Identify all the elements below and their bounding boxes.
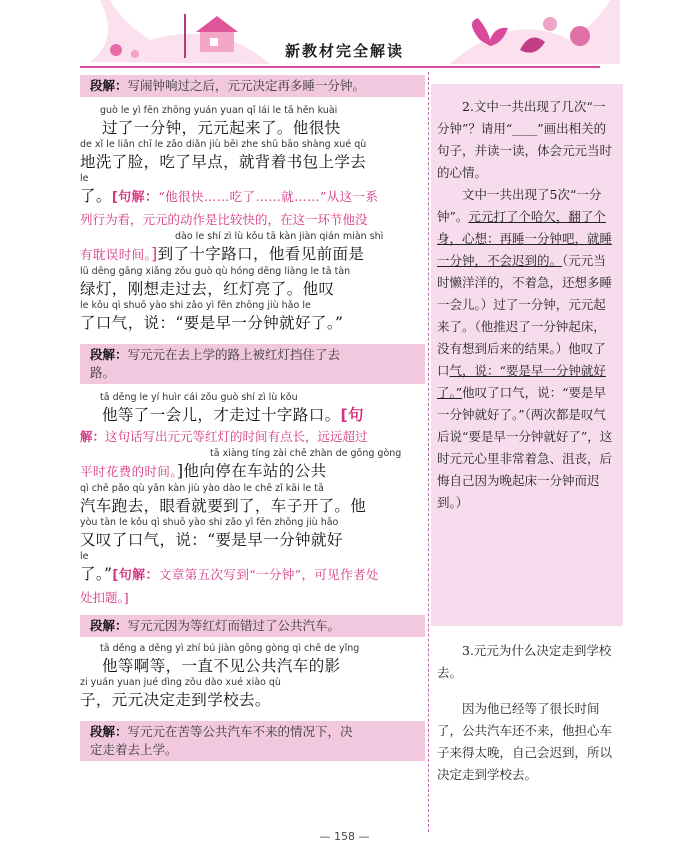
answer-fragment: （元元当时懒洋洋的，不着急，还想多睡一会儿。）过了一分钟，元元起来了。（他推迟了一分钟起床，没有想到后来的结果。）他叹了口 [437, 253, 613, 378]
section-summary-4 [80, 721, 425, 761]
sentence-note-text [80, 426, 425, 448]
text-line: 汽车跑去，眼看就要到了，车子开了。他 [80, 497, 367, 515]
text-line: 绿灯，刚想走过去，红灯亮了。他叹 [80, 280, 335, 298]
summary-label: 段解： [90, 78, 128, 93]
house-roof [196, 16, 238, 32]
paragraph-3 [80, 392, 425, 609]
page-header [0, 0, 689, 72]
sentence-note-text: 平时花费的时间。 [80, 464, 177, 479]
pinyin-line: qì chē pǎo qù yǎn kàn jiù yào dào le chē zǐ kāi le tā [80, 483, 324, 494]
sentence-note-text: 文章第五次写到“一分钟”，可见作者处 [158, 567, 379, 582]
pinyin-line: lǜ dēng gāng xiǎng zǒu guò qù hóng dēng liàng le tā tàn [80, 266, 351, 277]
sentence-note-text: 有耽误时间。 [80, 247, 152, 262]
sentence-note-text: “他很快……吃了……就……”从这一系 [158, 189, 379, 204]
section-summary-2 [80, 344, 425, 384]
text-line [80, 185, 425, 209]
sentence-note-text: 处扣题。 [80, 590, 124, 605]
sentence-note-text: 列行为看，元元的动作是比较快的，在这一环节他没 [80, 212, 368, 227]
pinyin-line: tā xiàng tíng zài chē zhàn de gōng gòng [210, 448, 402, 459]
sentence-note-label: [句解： [111, 190, 159, 205]
paragraph-2 [80, 105, 425, 334]
text-fragment: 了。 [80, 187, 112, 205]
pinyin-line: tā děng le yí huìr cái zǒu guò shí zì lù kǒu [100, 392, 298, 403]
sentence-note-label: 解： [80, 429, 106, 444]
sentence-note-label: [句解： [112, 568, 159, 583]
sentence-note-label: [句 [340, 406, 364, 424]
text-line: 地洗了脸，吃了早点，就背着书包上学去 [80, 153, 367, 171]
answer-text: 因为他已经等了很长时间了，公共汽车还不来，他担心车子来得太晚，自己会迟到，所以决定走到学校去。 [437, 701, 613, 782]
header-rule [80, 66, 600, 68]
answer-text [437, 184, 617, 514]
text-fragment: ]他向停在车站的公共 [176, 462, 327, 480]
section-summary-1 [80, 75, 425, 97]
text-line: 子，元元决定走到学校去。 [80, 691, 271, 709]
pinyin-line: yòu tàn le kǒu qì shuō yào shi zǎo yì fēn zhōng jiù hǎo [80, 517, 339, 528]
answer-fragment: 他叹了口气，说：“要是早一分钟就好了。”（两次都是叹气后说“要是早一分钟就好了”，这时元元心里非常着急、沮丧，后悔自己因为晚起床一分钟而迟到。） [437, 385, 613, 510]
underlined-sentence: 元元打了个哈欠，翻了个身，心想：再睡一分钟吧，就睡一分钟，不会迟到的。 [437, 209, 613, 268]
summary-text: 写元元在苦等公共汽车不来的情况下，决 [127, 724, 353, 739]
sentence-note-text [80, 587, 425, 609]
bubble-icon [543, 17, 557, 31]
summary-text: 写元元在去上学的路上被红灯挡住了去 [127, 347, 341, 362]
sentence-note-text: 这句话写出元元等红灯的时间有点长，远远超过 [105, 429, 368, 444]
pinyin-line: le [80, 173, 89, 184]
text-line [80, 563, 425, 587]
note-bracket: ] [123, 590, 129, 605]
underlined-sentence: 气，说：“要是早一分钟就好了。” [437, 363, 606, 400]
pinyin-line: guò le yì fēn zhōng yuán yuan qǐ lái le tā hěn kuài [100, 105, 338, 116]
header-title: 新教材完全解读 [284, 42, 404, 60]
summary-label: 段解： [90, 724, 128, 739]
note-bracket: ] [151, 245, 158, 263]
section-summary-3 [80, 615, 425, 637]
question-panel-3 [431, 630, 623, 798]
text-column [80, 72, 425, 761]
text-fragment: 了。” [80, 565, 113, 583]
question-3 [431, 630, 623, 786]
question-2 [431, 84, 623, 514]
paragraph-4 [80, 643, 425, 711]
page-number: — 158 — [319, 830, 370, 843]
pinyin-line: de xǐ le liǎn chī le zǎo diǎn jiù bēi zhe shū bāo shàng xué qù [80, 139, 367, 150]
text-line [80, 404, 425, 426]
pinyin-line: le kǒu qì shuō yào shi zǎo yì fēn zhōng jiù hǎo le [80, 300, 311, 311]
summary-text: 写元元因为等红灯而错过了公共汽车。 [127, 618, 341, 633]
summary-text: 定走着去上学。 [90, 742, 178, 757]
summary-text: 路。 [90, 365, 116, 380]
pinyin-line: dào le shí zì lù kǒu tā kàn jiàn qián miàn shì [175, 231, 384, 242]
column-divider [428, 72, 429, 832]
answer-fragment: 文中一共出现了5次“一分钟”。 [437, 187, 602, 224]
question-title: 3.元元为什么决定走到学校去。 [437, 643, 612, 680]
question-title: 2.文中一共出现了几次“一分钟”？请用“____”画出相关的句子，并读一读，体会元元当时的心情。 [437, 99, 613, 180]
pinyin-line: le [80, 551, 89, 562]
text-line [80, 460, 425, 483]
text-line: 过了一分钟，元元起来了。他很快 [102, 119, 341, 137]
text-line: 了口气，说：“要是早一分钟就好了。” [80, 314, 344, 332]
text-line: 他等啊等，一直不见公共汽车的影 [102, 657, 341, 675]
text-fragment: 他等了一会儿，才走过十字路口。 [102, 406, 341, 424]
text-fragment: 到了十字路口，他看见前面是 [157, 245, 365, 263]
summary-label: 段解： [90, 347, 128, 362]
pinyin-line: tā děng a děng yì zhí bú jiàn gōng gòng qì chē de yǐng [100, 643, 360, 654]
text-line: 又叹了口气，说：“要是早一分钟就好 [80, 531, 343, 549]
text-line [80, 243, 425, 266]
summary-label: 段解： [90, 618, 128, 633]
pinyin-line: zi yuán yuan jué dìng zǒu dào xué xiào qù [80, 677, 281, 688]
question-panel-2 [431, 84, 623, 626]
summary-text: 写闹钟响过之后，元元决定再多睡一分钟。 [127, 78, 366, 93]
